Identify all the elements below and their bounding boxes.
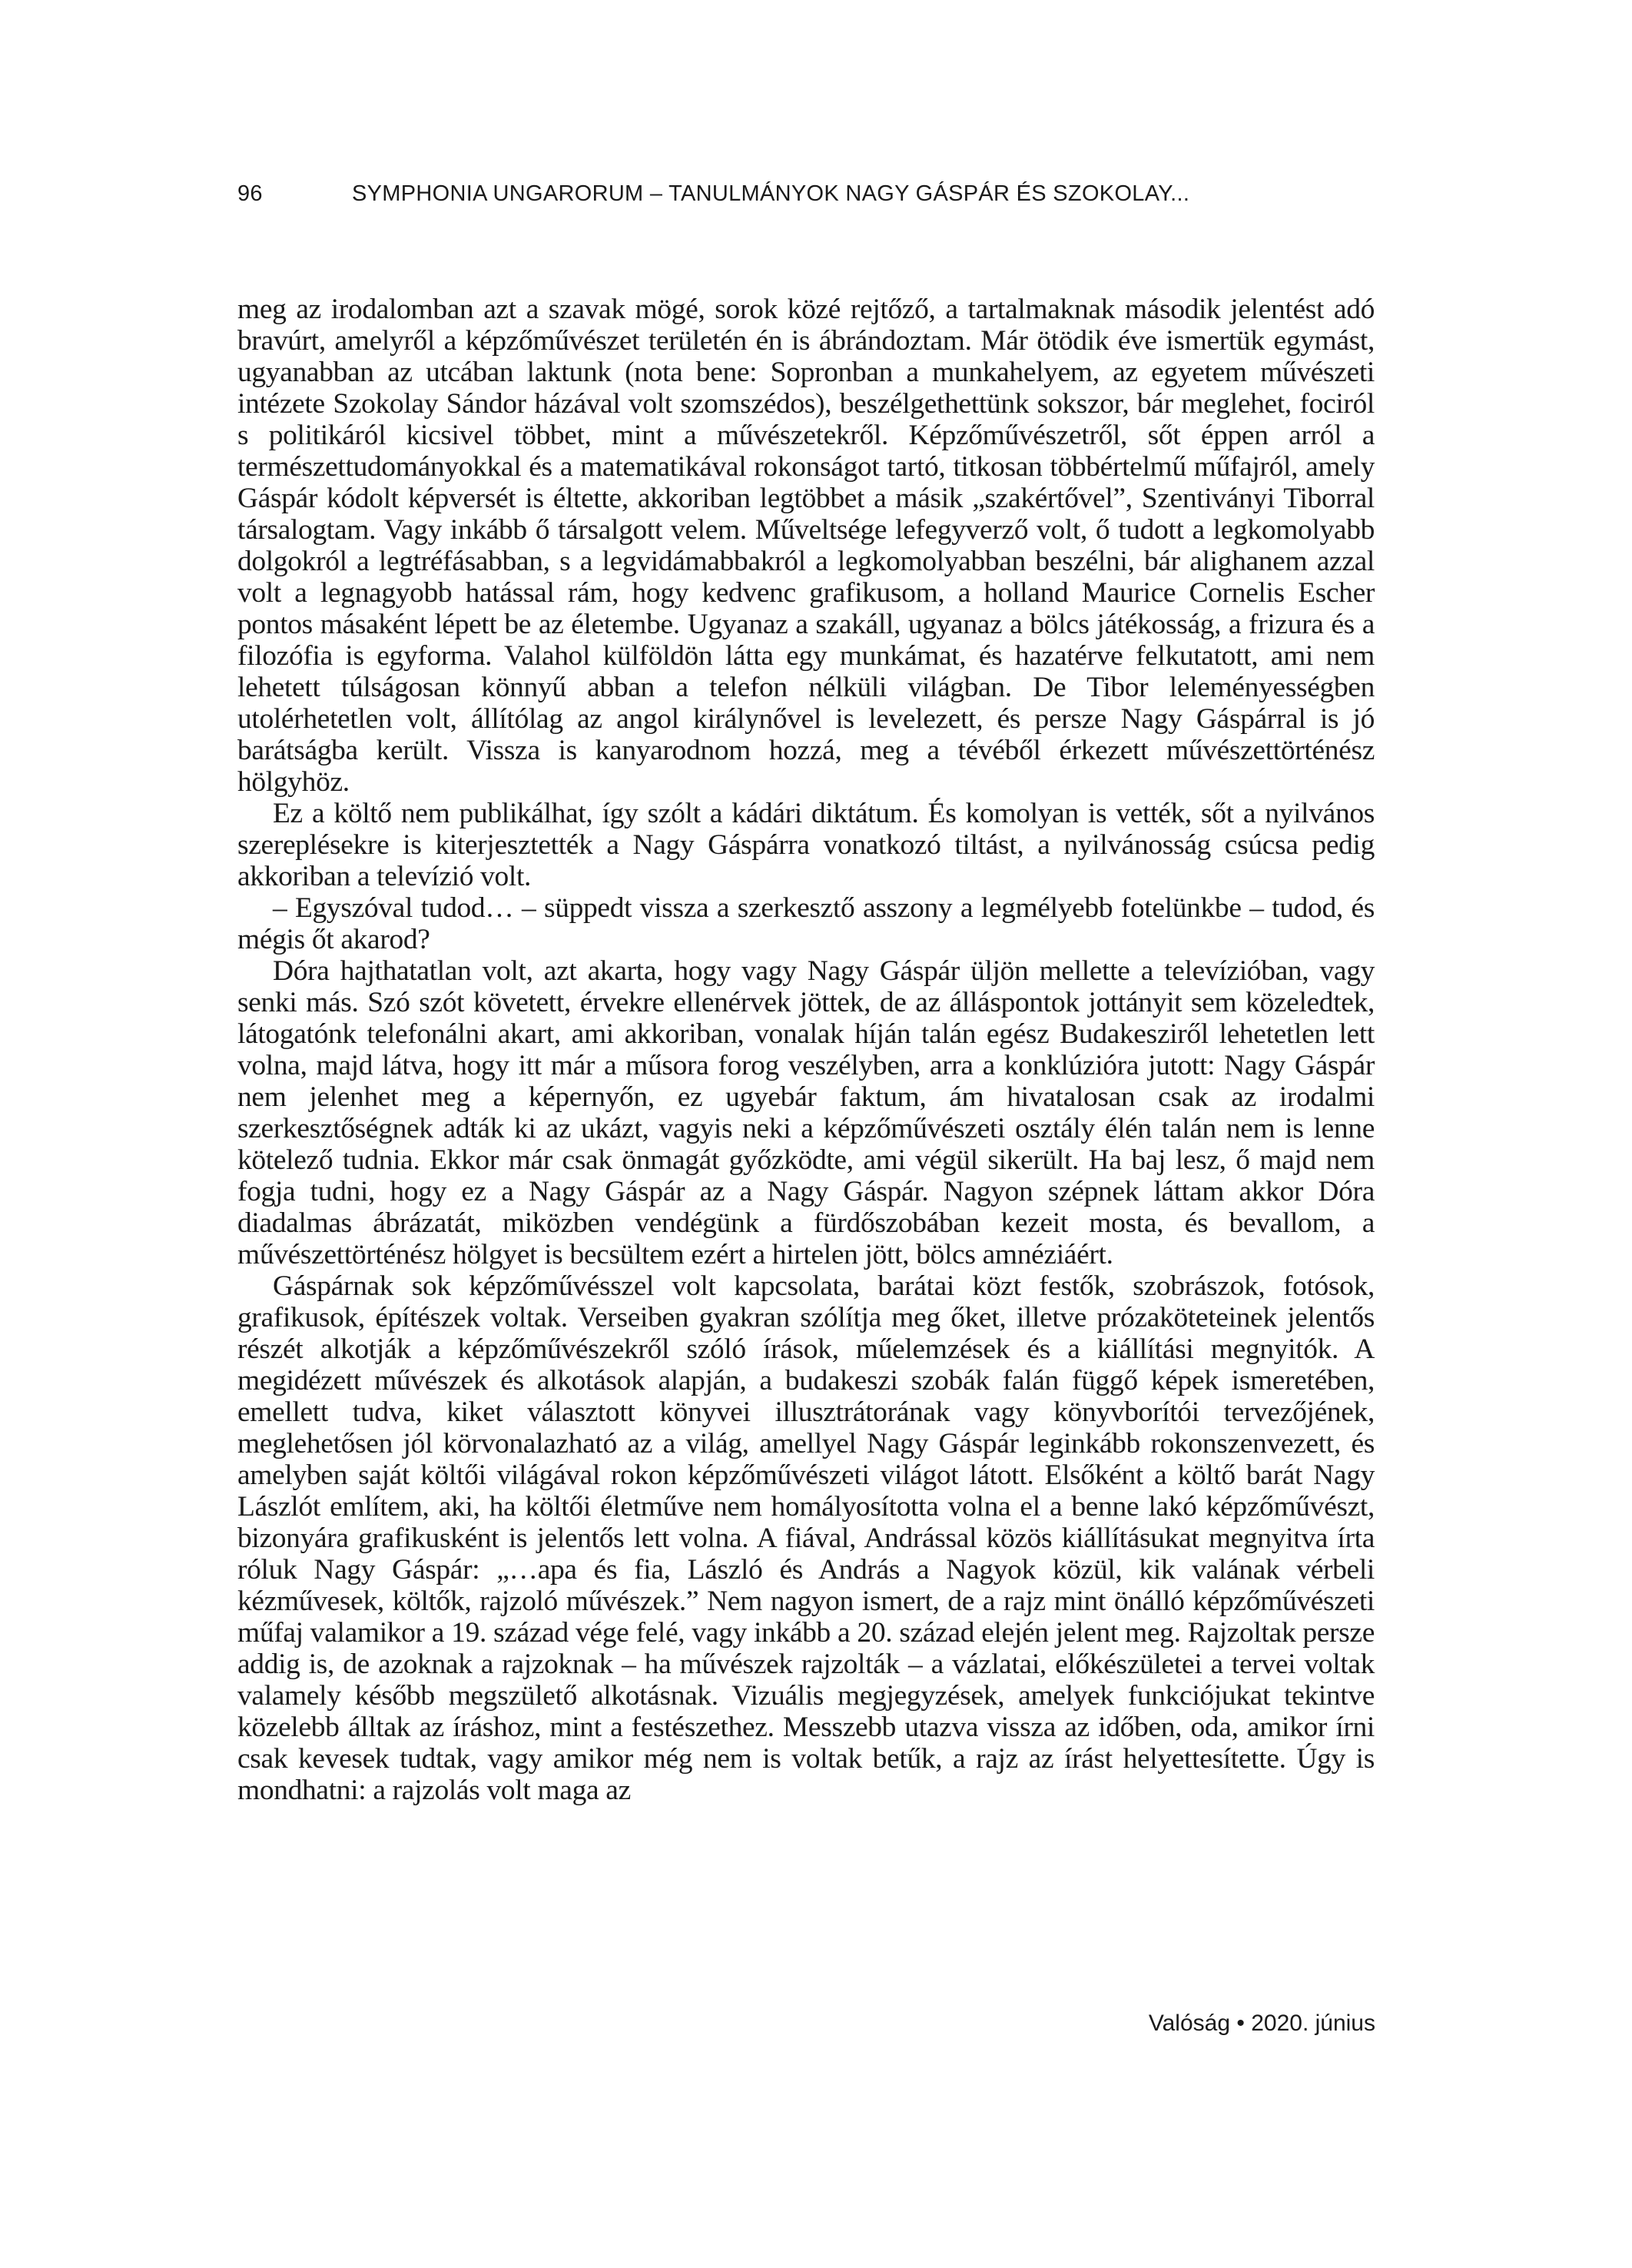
page-footer: Valóság • 2020. június	[1148, 2011, 1375, 2036]
page-header	[237, 181, 1375, 207]
paragraph: Dóra hajthatatlan volt, azt akarta, hogy vagy Nagy Gáspár üljön mellette a televízióban, vagy senki más. Szó szót követett, érvekre ellenérvek jöttek, de az álláspontok jottányit sem közeledtek, látogatónk telefonálni akart, ami akkoriban, vonalak híján talán egész Budakesziről lehetetlen lett volna, majd látva, hogy itt már a műsora forog veszélyben, arra a konklúzióra jutott: Nagy Gáspár nem jelenhet meg a képernyőn, ez ugyebár faktum, ám hivatalosan csak az irodalmi szerkesztőségnek adták ki az ukázt, vagyis neki a képzőművészeti osztály élén talán nem is lenne kötelező tudnia. Ekkor már csak önmagát győzködte, ami végül sikerült. Ha baj lesz, ő majd nem fogja tudni, hogy ez a Nagy Gáspár az a Nagy Gáspár. Nagyon szépnek láttam akkor Dóra diadalmas ábrázatát, miközben vendégünk a fürdőszobában kezeit mosta, és bevallom, a művészettörténész hölgyet is becsültem ezért a hirtelen jött, bölcs amnéziáért.	[237, 955, 1375, 1270]
paragraph-dialogue: – Egyszóval tudod… – süppedt vissza a szerkesztő asszony a legmélyebb fotelünkbe – tudod, és mégis őt akarod?	[237, 892, 1375, 955]
article-body	[237, 294, 1375, 1806]
page-number: 96	[237, 181, 263, 206]
running-title: SYMPHONIA UNGARORUM – TANULMÁNYOK NAGY GÁSPÁR ÉS SZOKOLAY...	[352, 181, 1190, 206]
paragraph-continued: meg az irodalomban azt a szavak mögé, sorok közé rejtőző, a tartalmaknak második jelentést adó bravúrt, amelyről a képzőművészet területén én is ábrándoztam. Már ötödik éve ismertük egymást, ugyanabban az utcában laktunk (nota bene: Sopronban a munkahelyem, az egyetem művészeti intézete Szokolay Sándor házával volt szomszédos), beszélgethettünk sokszor, bár meglehet, fociról s politikáról kicsivel többet, mint a művészetekről. Képzőművészetről, sőt éppen arról a természettudományokkal és a matematikával rokonságot tartó, titkosan többértelmű műfajról, amely Gáspár kódolt képversét is éltette, akkoriban legtöbbet a másik „szakértővel”, Szentiványi Tiborral társalogtam. Vagy inkább ő társalgott velem. Műveltsége lefegyverző volt, ő tudott a legkomolyabb dolgokról a legtréfásabban, s a legvidámabbakról a legkomolyabban beszélni, bár alighanem azzal volt a legnagyobb hatással rám, hogy kedvenc grafikusom, a holland Maurice Cornelis Escher pontos másaként lépett be az életembe. Ugyanaz a szakáll, ugyanaz a bölcs játékosság, a frizura és a filozófia is egyforma. Valahol külföldön látta egy munkámat, és hazatérve felkutatott, ami nem lehetett túlságosan könnyű abban a telefon nélküli világban. De Tibor leleményességben utolérhetetlen volt, állítólag az angol királynővel is levelezett, és persze Nagy Gáspárral is jó barátságba került. Vissza is kanyarodnom hozzá, meg a tévéből érkezett művészettörténész hölgyhöz.	[237, 294, 1375, 798]
paragraph: Gáspárnak sok képzőművésszel volt kapcsolata, barátai közt festők, szobrászok, fotósok, grafikusok, építészek voltak. Verseiben gyakran szólítja meg őket, illetve prózaköteteinek jelentős részét alkotják a képzőművészekről szóló írások, műelemzések és a kiállítási megnyitók. A megidézett művészek és alkotások alapján, a budakeszi szobák falán függő képek ismeretében, emellett tudva, kiket választott könyvei illusztrátorának vagy könyvborítói tervezőjének, meglehetősen jól körvonalazható az a világ, amellyel Nagy Gáspár leginkább rokonszenvezett, és amelyben saját költői világával rokon képzőművészeti világot látott. Elsőként a költő barát Nagy Lászlót említem, aki, ha költői életműve nem homályosította volna el a benne lakó képzőművészt, bizonyára grafikusként is jelentős lett volna. A fiával, Andrással közös kiállításukat megnyitva írta róluk Nagy Gáspár: „…apa és fia, László és András a Nagyok közül, kik valának vérbeli kézművesek, költők, rajzoló művészek.” Nem nagyon ismert, de a rajz mint önálló képzőművészeti műfaj valamikor a 19. század vége felé, vagy inkább a 20. század elején jelent meg. Rajzoltak persze addig is, de azoknak a rajzoknak – ha művészek rajzolták – a vázlatai, előkészületei a tervei voltak valamely később megszülető alkotásnak. Vizuális megjegyzések, amelyek funkciójukat tekintve közelebb álltak az íráshoz, mint a festészethez. Messzebb utazva vissza az időben, oda, amikor írni csak kevesek tudtak, vagy amikor még nem is voltak betűk, a rajz az írást helyettesítette. Úgy is mondhatni: a rajzolás volt maga az	[237, 1270, 1375, 1806]
paragraph: Ez a költő nem publikálhat, így szólt a kádári diktátum. És komolyan is vették, sőt a nyilvános szereplésekre is kiterjesztették a Nagy Gáspárra vonatkozó tiltást, a nyilvánosság csúcsa pedig akkoriban a televízió volt.	[237, 798, 1375, 892]
